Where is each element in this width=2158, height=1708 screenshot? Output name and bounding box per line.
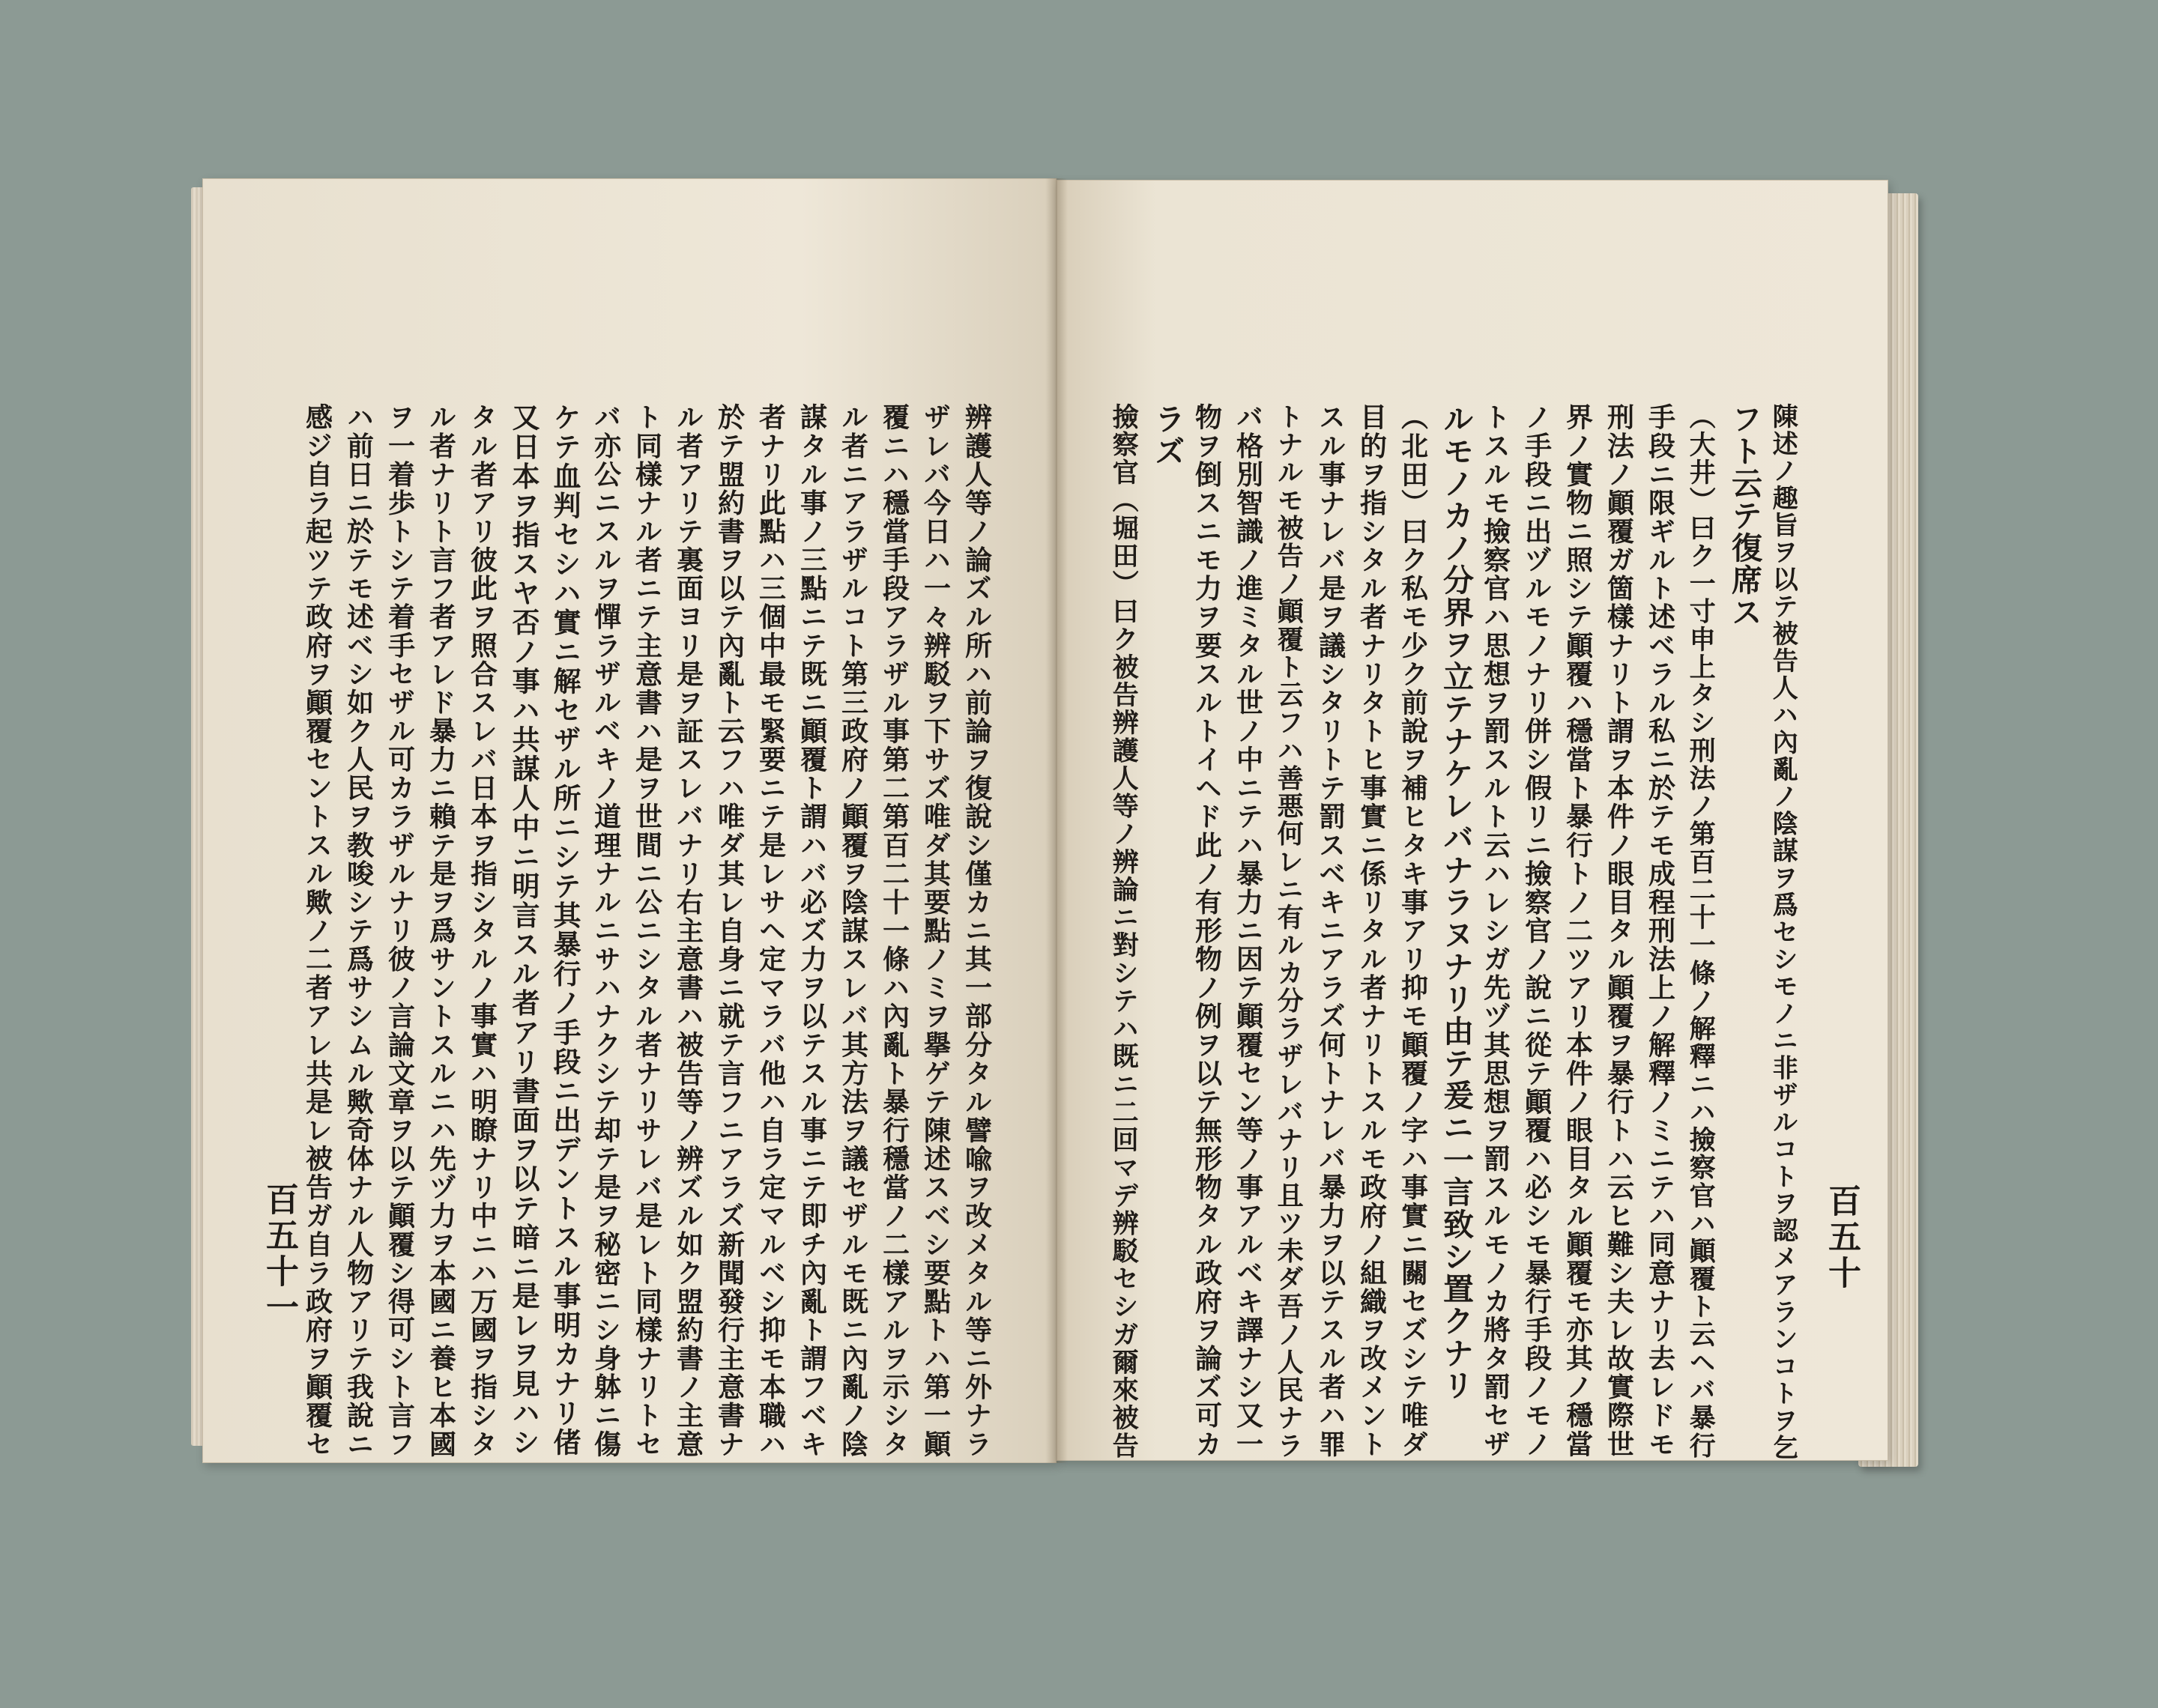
right-text-column: 陳述ノ趣旨ヲ以テ被告人ハ內亂ノ陰謀ヲ爲セシモノニ非ザルコトヲ認メアランコトヲ乞 xyxy=(1768,403,1798,1462)
right-text-column: （北田）曰ク私モ少ク前說ヲ補ヒタキ事アリ抑モ顚覆ノ字ハ事實ニ關セズシテ唯ダ xyxy=(1397,403,1430,1459)
left-text-column: 謀タル事ノ三點ニテ既ニ顚覆ト謂ハバ必ズ力ヲ以テスル事ニテ即チ內亂ト謂フベキ xyxy=(796,403,829,1459)
right-text-column: 界ノ實物ニ照シテ顚覆ハ穩當ト暴行トノ二ツアリ本件ノ眼目タル顚覆モ亦其ノ穩當 xyxy=(1562,403,1595,1459)
right-text-column: 手段ニ限ギルト述ベラル私ニ於テモ成程刑法上ノ解釋ノミニテハ同意ナリ去レドモ xyxy=(1644,403,1677,1459)
book-gutter xyxy=(1045,178,1068,1463)
right-text-column: バ格別智識ノ進ミタル世ノ中ニテハ暴力ニ因テ顚覆セン等ノ事アルベキ譯ナシ又一 xyxy=(1232,403,1265,1459)
right-text-column: 物ヲ倒スニモ力ヲ要スルトイヘド此ノ有形物ノ例ヲ以テ無形物タル政府ヲ論ズ可カ xyxy=(1191,403,1224,1459)
left-text-column: ト同樣ナル者ニテ主意書ハ是ヲ世間ニ公ニシタル者ナリサレバ是レト同樣ナリトセ xyxy=(631,403,664,1459)
right-text-column: フト云テ復席ス xyxy=(1726,403,1762,629)
right-text-column: （大井）曰ク一寸申上タシ刑法ノ第百二十一條ノ解釋ニハ撿察官ハ顚覆ト云ヘバ暴行 xyxy=(1685,403,1717,1460)
left-folio: 百五十一 xyxy=(260,1182,298,1326)
right-text-column: トナルモ被告ノ顚覆ト云フハ善悪何レニ有ルカ分ラザレバナリ且ツ未ダ吾ノ人民ナラ xyxy=(1273,403,1305,1460)
left-text-column: 於テ盟約書ヲ以テ內亂ト云フハ唯ダ其レ自身ニ就テ言フニアラズ新聞發行主意書ナ xyxy=(713,403,746,1459)
left-text-column: ヲ一着歩トシテ着手セザル可カラザルナリ彼ノ言論文章ヲ以テ顚覆シ得可シト言フ xyxy=(384,403,417,1459)
right-text-column: ラズ xyxy=(1149,403,1185,467)
right-text-column: 目的ヲ指シタル者ナリタトヒ事實ニ係リタル者ナリトスルモ政府ノ組織ヲ改メント xyxy=(1355,403,1388,1459)
right-folio: 百五十 xyxy=(1822,1184,1861,1291)
left-text-column: 又日本ヲ指スヤ否ノ事ハ共謀人中ニ明言スル者アリ書面ヲ以テ暗ニ是レヲ見ハシ xyxy=(507,403,541,1457)
right-text-column: トスルモ撿察官ハ思想ヲ罰スルト云ハレシガ先ヅ其思想ヲ罰スルモノカ將タ罰セザ xyxy=(1479,403,1512,1459)
left-text-column: ハ前日ニ於テモ述ベシ如ク人民ヲ教唆シテ爲サシムル歟奇体ナル人物アリテ我說ニ xyxy=(342,403,375,1459)
right-text-column: ノ手段ニ出ヅルモノナリ併シ假リニ撿察官ノ說ニ從テ顚覆ハ必シモ暴行手段ノモノ xyxy=(1520,403,1553,1459)
left-text-column: タル者アリ彼此ヲ照合スレバ日本ヲ指シタルノ事實ハ明瞭ナリ中ニハ万國ヲ指シタ xyxy=(466,403,499,1459)
right-text-column: 撿察官（堀田）曰ク被告辨護人等ノ辨論ニ對シテハ既ニ二回マデ辨駁セシガ爾來被告 xyxy=(1108,403,1140,1460)
left-text-column: 感ジ自ラ起ツテ政府ヲ顚覆セントスル歟ノ二者アレ共是レ被告ガ自ラ政府ヲ顚覆セ xyxy=(301,403,334,1459)
right-text-column: ルモノカノ分界ヲ立テナケレバナラヌナリ由テ爰ニ一言致シ置クナリ xyxy=(1438,403,1474,1402)
left-text-column: ケテ血判セシハ實ニ解セザル所ニシテ其暴行ノ手段ニ出デントスル事明カナリ偖 xyxy=(548,403,582,1457)
right-text-column: 刑法ノ顚覆ガ箇樣ナリト謂ヲ本件ノ眼目タル顚覆ヲ暴行トハ云ヒ難シ夫レ故實際世 xyxy=(1603,403,1636,1459)
right-text-column: スル事ナレバ是ヲ議シタリトテ罰スベキニアラズ何トナレバ暴力ヲ以テスル者ハ罪 xyxy=(1314,403,1347,1459)
left-text-column: 覆ニハ穩當手段アラザル事第二第百二十一條ハ內亂ト暴行穩當ノ二樣アルヲ示シタ xyxy=(878,403,911,1459)
left-text-column: 者ナリ此點ハ三個中最モ緊要ニテ是レサヘ定マラバ他ハ自ラ定マルベシ抑モ本職ハ xyxy=(755,403,788,1459)
left-text-column: バ亦公ニスルヲ憚ラザルベキノ道理ナルニサハナクシテ却テ是ヲ秘密ニシ身躰ニ傷 xyxy=(590,403,623,1459)
left-text-column: ザレバ今日ハ一々辨駁ヲ下サズ唯ダ其要點ノミヲ擧ゲテ陳述スベシ要點トハ第一顚 xyxy=(919,403,952,1459)
left-text-column: ル者ニアラザルコト第三政府ノ顚覆ヲ陰謀スレバ其方法ヲ議セザルモ既ニ內亂ノ陰 xyxy=(837,403,870,1459)
left-text-column: ル者ナリト言フ者アレド暴力ニ賴テ是ヲ爲サントスルニハ先ヅ力ヲ本國ニ養ヒ本國 xyxy=(425,403,458,1459)
left-text-column: ル者アリテ裏面ヨリ是ヲ証スレバナリ右主意書ハ被告等ノ辨ズル如ク盟約書ノ主意 xyxy=(672,403,705,1459)
left-text-column: 辨護人等ノ論ズル所ハ前論ヲ復說シ僅カニ其一部分タル譬喩ヲ改メタル等ニ外ナラ xyxy=(961,403,994,1459)
